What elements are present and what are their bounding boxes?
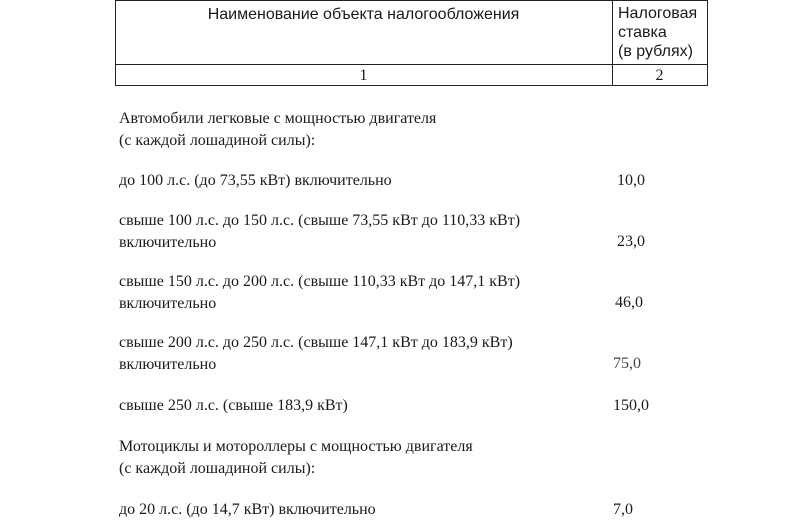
rate-item-line: свыше 150 л.с. до 200 л.с. (свыше 110,33 кВт до 147,1 кВт) [119,273,521,290]
column-header-object: Наименование объекта налогообложения [207,6,520,23]
table-border-middle [115,64,708,65]
rate-item-description [119,499,376,521]
section-heading-cars [119,108,436,152]
rate-item-description [119,271,520,315]
rate-item-line: включительно [119,234,217,251]
rate-item-line: включительно [119,295,217,312]
rate-value: 10,0 [617,172,645,189]
column-number-1: 1 [359,67,368,84]
column-header-rate [618,4,708,61]
rate-value: 75,0 [613,355,641,372]
column-number-2: 2 [655,67,664,84]
rate-item-line: до 20 л.с. (до 14,7 кВт) включительно [119,501,376,518]
section-heading-line: (с каждой лошадиной силы): [119,460,316,477]
rate-value: 7,0 [613,501,633,518]
rate-item-description [119,170,392,192]
rate-value: 150,0 [613,397,649,414]
table-border-bottom [115,85,708,86]
rate-value: 46,0 [615,294,643,311]
table-border-top [115,0,708,1]
rate-item-description [119,332,513,376]
column-header-rate-line: Налоговая [618,5,698,22]
rate-item-line: свыше 250 л.с. (свыше 183,9 кВт) [119,397,348,414]
column-header-rate-line: ставка [618,24,667,41]
rate-item-description [119,210,520,254]
section-heading-motorcycles [119,436,473,480]
column-header-rate-line: (в рублях) [618,43,693,60]
rate-item-line: свыше 100 л.с. до 150 л.с. (свыше 73,55 кВт до 110,33 кВт) [119,212,521,229]
section-heading-line: Мотоциклы и мотороллеры с мощностью двигателя [119,438,473,455]
section-heading-line: Автомобили легковые с мощностью двигателя [119,110,437,127]
rate-item-line: до 100 л.с. (до 73,55 кВт) включительно [119,172,392,189]
rate-item-line: свыше 200 л.с. до 250 л.с. (свыше 147,1 кВт до 183,9 кВт) [119,334,513,351]
section-heading-line: (с каждой лошадиной силы): [119,132,316,149]
rate-value: 23,0 [617,233,645,250]
rate-item-line: включительно [119,356,217,373]
header-table [115,0,708,86]
rate-item-description [119,395,348,417]
